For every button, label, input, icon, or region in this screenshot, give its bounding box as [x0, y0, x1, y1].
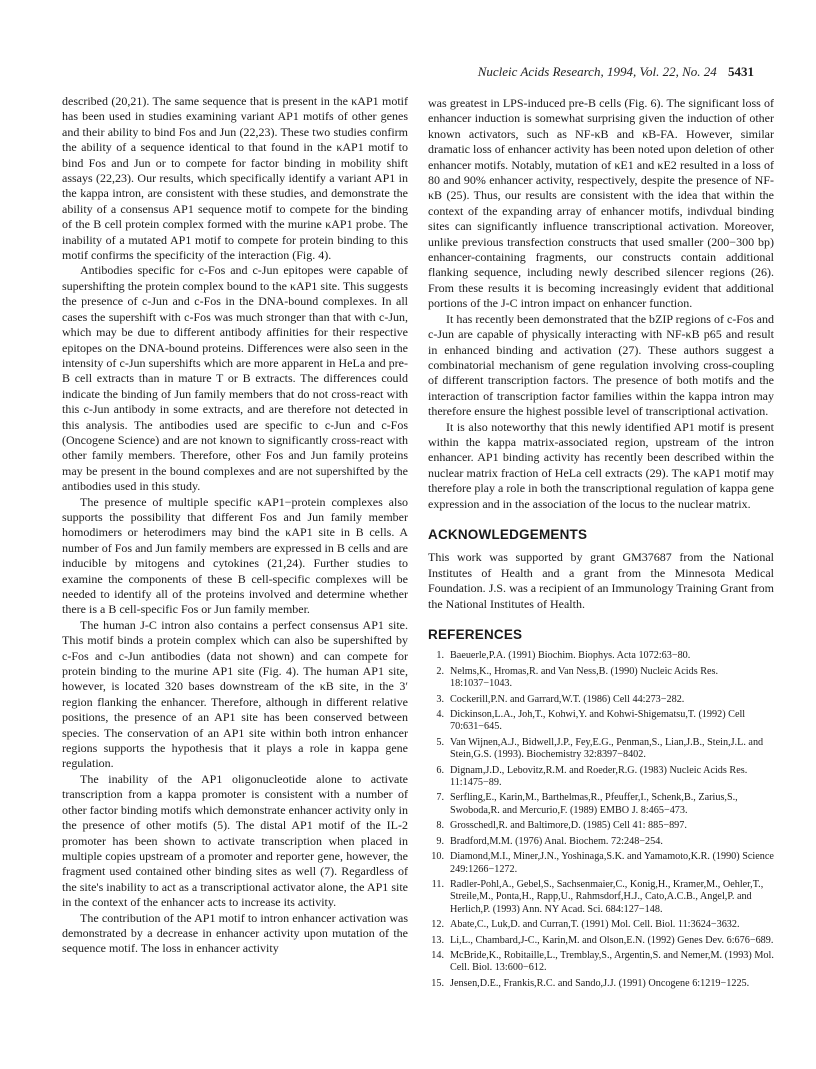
- reference-text: Cockerill,P.N. and Garrard,W.T. (1986) Cell 44:273−282.: [450, 693, 685, 705]
- right-column: [428, 96, 774, 993]
- reference-number: 2.: [436, 665, 444, 677]
- reference-number: 11.: [431, 878, 444, 890]
- reference-number: 12.: [431, 919, 444, 931]
- body-paragraph: It has recently been demonstrated that the bZIP regions of c-Fos and c-Jun are capable of physically interacting with NF-κB p65 and result in enhanced binding and activation (27). These authors suggest a combinatorial mechanism of gene regulation involving cross-coupling of different transcription factors. The presence of both motifs and the interaction of transcription factor families within the kappa intron may therefore ensure the highest possible level of transcriptional activation.: [428, 311, 774, 419]
- reference-item: [428, 935, 774, 947]
- reference-item: [428, 792, 774, 817]
- journal-citation: Nucleic Acids Research, 1994, Vol. 22, No. 24: [477, 64, 717, 79]
- reference-text: Nelms,K., Hromas,R. and Van Ness,B. (1990) Nucleic Acids Res. 18:1037−1043.: [450, 665, 719, 690]
- running-header: [478, 64, 754, 80]
- reference-item: [428, 650, 774, 662]
- reference-item: [428, 836, 774, 848]
- reference-number: 15.: [431, 977, 444, 989]
- reference-number: 8.: [436, 820, 444, 832]
- reference-item: [428, 694, 774, 706]
- body-paragraph: The inability of the AP1 oligonucleotide alone to activate transcription from a kappa promoter is consistent with a number of other factor binding motifs which demonstrate enhancer activity only in the presence of other motifs (5). The distal AP1 motif of the IL-2 promoter has been shown to activate transcription when placed in multiple copies upstream of a promoter and reporter gene, however, the fragment used contained other binding sites as well (7). Regardless of the site's inability to act as a transcriptional activator alone, the AP1 site in the context of the enhancer acts to increase its activity.: [62, 771, 408, 910]
- page-number: 5431: [728, 64, 754, 79]
- reference-item: [428, 919, 774, 931]
- reference-text: Grosschedl,R. and Baltimore,D. (1985) Cell 41: 885−897.: [450, 820, 687, 832]
- reference-text: Radler-Pohl,A., Gebel,S., Sachsenmaier,C., Konig,H., Kramer,M., Oehler,T., Streile,M., Ponta,H., Rapp,U., Rahmsdorf,H.J., Cato,A.C.B., Angel,P. and Herlich,P. (1993) Ann. NY Acad. Sci. 684:127−148.: [450, 878, 764, 915]
- reference-number: 4.: [436, 709, 444, 721]
- reference-number: 14.: [431, 949, 444, 961]
- reference-number: 9.: [436, 835, 444, 847]
- reference-number: 7.: [436, 792, 444, 804]
- reference-text: Jensen,D.E., Frankis,R.C. and Sando,J.J. (1991) Oncogene 6:1219−1225.: [450, 977, 750, 989]
- reference-number: 13.: [431, 934, 444, 946]
- reference-text: McBride,K., Robitaille,L., Tremblay,S., Argentin,S. and Nemer,M. (1993) Mol. Cell. Biol. 13:600−612.: [450, 949, 774, 974]
- reference-item: [428, 666, 774, 691]
- reference-item: [428, 709, 774, 734]
- reference-list: [428, 650, 774, 990]
- reference-item: [428, 978, 774, 990]
- acknowledgements-text: This work was supported by grant GM37687 from the National Institutes of Health and a grant from the Minnesota Medical Foundation. J.S. was a recipient of an Immunology Training Grant from the National Institutes of Health.: [428, 550, 774, 611]
- reference-text: Dignam,J.D., Lebovitz,R.M. and Roeder,R.G. (1983) Nucleic Acids Res. 11:1475−89.: [450, 764, 748, 789]
- reference-text: Bradford,M.M. (1976) Anal. Biochem. 72:248−254.: [450, 835, 663, 847]
- body-paragraph: was greatest in LPS-induced pre-B cells (Fig. 6). The significant loss of enhancer induction is somewhat surprising given the induction of other known activators, such as NF-κB and κB-FA. However, similar dramatic loss of enhancer activity has been noted upon deletion of other enhancer motifs. Notably, mutation of κE1 and κE2 resulted in a loss of 80 and 90% enhancer activity, respectively, despite the presence of NF-κB (25). Thus, our results are consistent with the idea that within the context of the expanding array of enhancer motifs, indivdual binding sites can significantly influence transcriptional activation. Moreover, unlike previous transfection constructs that used smaller (200−300 bp) enhancer-containing fragments, our constructs contain additional flanking sequence, including newly described silencer regions (26). From these results it is becoming increasingly evident that additional portions of the J-C intron impact on enhancer function.: [428, 96, 774, 311]
- reference-text: Dickinson,L.A., Joh,T., Kohwi,Y. and Kohwi-Shigematsu,T. (1992) Cell 70:631−645.: [450, 709, 746, 733]
- reference-item: [428, 765, 774, 790]
- left-column: [62, 94, 408, 957]
- reference-number: 1.: [436, 650, 444, 662]
- reference-text: Diamond,M.I., Miner,J.N., Yoshinaga,S.K. and Yamamoto,K.R. (1990) Science 249:1266−1272.: [450, 851, 774, 875]
- references-heading: REFERENCES: [428, 627, 523, 642]
- reference-number: 10.: [431, 851, 444, 863]
- reference-item: [428, 879, 774, 916]
- reference-item: [428, 737, 774, 762]
- body-paragraph: described (20,21). The same sequence that is present in the κAP1 motif has been used in studies examining variant AP1 motifs of other genes and their ability to bind Fos and Jun (22,23). These two studies confirm the ability of a sequence identical to that found in the κAP1 motif to bind Fos and Jun or to compete for factor binding in mobility shift assays (22,23). Our results, which specifically identify a variant AP1 in the kappa intron, are consistent with these studies, and demonstrate the ability of a consensus AP1 sequence motif to compete for the binding of the B cell protein complex formed with the murine κAP1 probe. The inability of a mutated AP1 motif to compete for protein binding to this motif confirms the specificity of the interaction (Fig. 4).: [62, 94, 408, 263]
- reference-number: 6.: [436, 764, 444, 776]
- reference-text: Li,L., Chambard,J-C., Karin,M. and Olson,E.N. (1992) Genes Dev. 6:676−689.: [450, 934, 774, 946]
- reference-text: Baeuerle,P.A. (1991) Biochim. Biophys. Acta 1072:63−80.: [450, 650, 691, 662]
- body-paragraph: The contribution of the AP1 motif to intron enhancer activation was demonstrated by a decrease in enhancer activity upon mutation of the sequence motif. The loss in enhancer activity: [62, 910, 408, 956]
- body-paragraph: Antibodies specific for c-Fos and c-Jun epitopes were capable of supershifting the protein complex bound to the κAP1 site. This suggests the presence of c-Jun and c-Fos in the DNA-bound complexes. In all cases the supershift with c-Fos was much stronger than that with c-Jun, which may be due to different antibody affinities for their respective epitopes on the DNA-bound proteins. Differences were also seen in the intensity of c-Jun supershifts which are more apparent in HeLa and pre-B cell extracts than in mature T or B extracts. The differences could indicate the binding of Jun family members that do not cross-react with this c-Jun antibody in some extracts, and are therefore not detected in this analysis. The antibodies used are specific to c-Jun and c-Fos (Oncogene Science) and are not known to significantly cross-react with other family members. Therefore, other Fos and Jun family proteins may be present in the bound complexes and are not supershifted by the antibodies used in this study.: [62, 263, 408, 494]
- acknowledgements-heading: ACKNOWLEDGEMENTS: [428, 526, 588, 542]
- body-paragraph: The presence of multiple specific κAP1−protein complexes also supports the possibility that different Fos and Jun family member homodimers or heterodimers may bind the κAP1 site in B cells. A number of Fos and Jun family members are expressed in B cells and are inducible by mitogens and cytokines (21,24). Further studies to examine the components of these B cell-specific complexes will be needed to identify all of the proteins involved and determine whether there is a B cell-specific Fos or Jun family member.: [62, 494, 408, 617]
- reference-item: [428, 851, 774, 876]
- body-paragraph: The human J-C intron also contains a perfect consensus AP1 site. This motif binds a protein complex which can also be supershifted by c-Fos and c-Jun antibodies (data not shown) and can compete for protein binding to the murine AP1 site (Fig. 4). The human AP1 site, however, is located 320 bases downstream of the κB site, in the 3′ region flanking the enhancer. Therefore, although in different relative positions, the presence of an AP1 site has been conserved between species. The conservation of an AP1 site within both intron enhancer regions supports the hypothesis that it plays a role in kappa gene regulation.: [62, 617, 408, 771]
- reference-text: Abate,C., Luk,D. and Curran,T. (1991) Mol. Cell. Biol. 11:3624−3632.: [450, 919, 740, 931]
- reference-number: 5.: [436, 736, 444, 748]
- reference-text: Van Wijnen,A.J., Bidwell,J.P., Fey,E.G., Penman,S., Lian,J.B., Stein,J.L. and Stein,G.S. (1993). Biochemistry 32:8397−8402.: [450, 736, 764, 761]
- reference-text: Serfling,E., Karin,M., Barthelmas,R., Pfeuffer,I., Schenk,B., Zarius,S., Swoboda,R. and Mercurio,F. (1989) EMBO J. 8:465−473.: [450, 792, 738, 816]
- body-paragraph: It is also noteworthy that this newly identified AP1 motif is present within the kappa matrix-associated region, upstream of the intron enhancer. AP1 binding activity has recently been described within the nuclear matrix fraction of HeLa cell extracts (29). The κAP1 motif may therefore play a role in both the transcriptional regulation of kappa gene expression and in the association of the locus to the nuclear matrix.: [428, 419, 774, 511]
- reference-item: [428, 950, 774, 975]
- reference-item: [428, 820, 774, 832]
- reference-number: 3.: [436, 693, 444, 705]
